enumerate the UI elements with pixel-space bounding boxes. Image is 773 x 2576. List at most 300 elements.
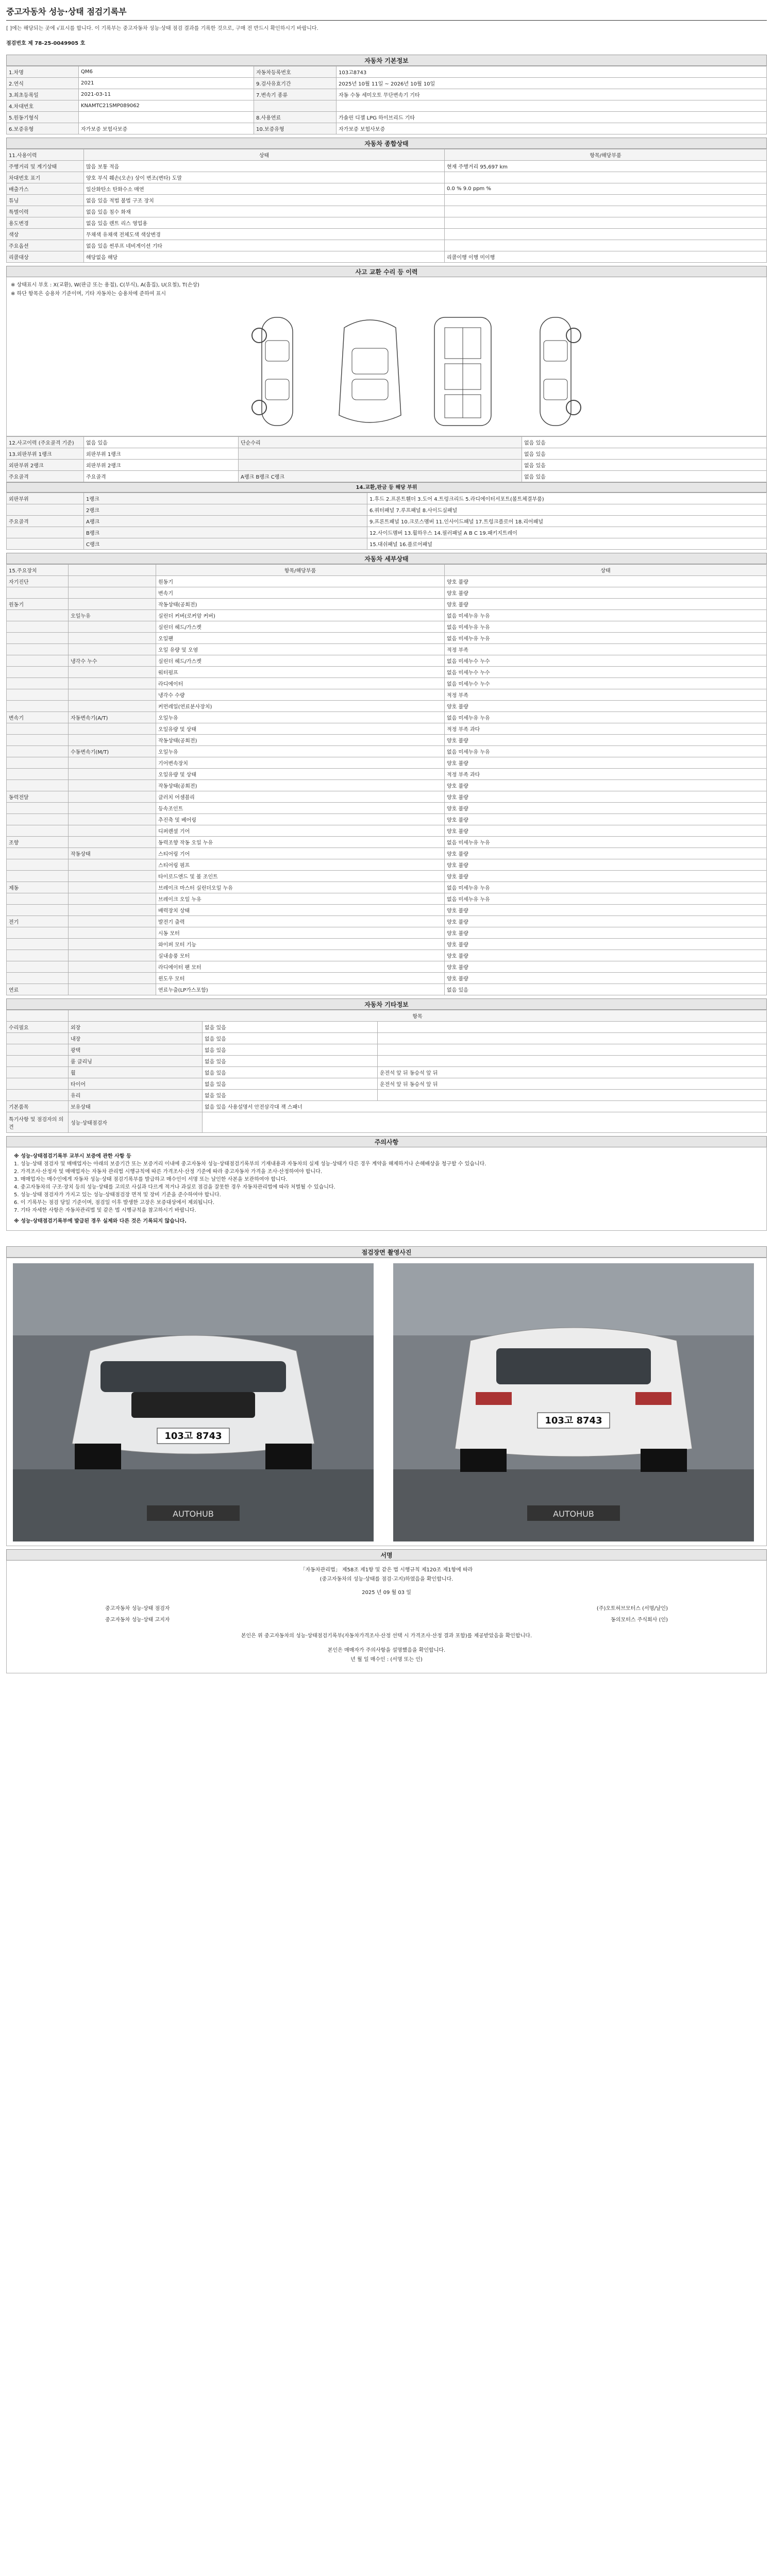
basic-label: 4.차대번호	[7, 100, 79, 112]
detail-item: 오일누유	[156, 746, 445, 757]
detail-sub	[69, 803, 156, 814]
detail-state: 없음 미세누유 누유	[445, 837, 767, 848]
extra-group	[7, 1033, 69, 1044]
status-row	[7, 217, 767, 229]
extra-row	[7, 1022, 767, 1033]
photos-section	[6, 1246, 767, 1546]
detail-group	[7, 927, 69, 939]
detail-state: 적정 부족 과다	[445, 769, 767, 780]
detail-item: 냉각수 수량	[156, 689, 445, 701]
basic-sub-value: 자가보증 보험사보증	[337, 123, 767, 134]
detail-state: 없음 미세누유 누유	[445, 882, 767, 893]
seller-label: 중고자동차 성능·상태 고지자	[105, 1617, 170, 1623]
detail-item: 실린더 커버(로커암 커버)	[156, 610, 445, 621]
detail-heading: 자동차 세부상태	[6, 553, 767, 564]
detail-col-state: 상태	[445, 565, 767, 576]
detail-sub	[69, 950, 156, 961]
parts-row	[7, 527, 767, 538]
signature-table	[103, 1602, 670, 1624]
detail-group	[7, 723, 69, 735]
parts-rank: 1랭크	[84, 493, 367, 504]
detail-item: 실린더 헤드/가스켓	[156, 621, 445, 633]
parts-row	[7, 504, 767, 516]
extra-group	[7, 1056, 69, 1067]
detail-group: 전기	[7, 916, 69, 927]
car-right-side-diagram	[512, 312, 599, 431]
detail-state: 양호 불량	[445, 848, 767, 859]
extra-row	[7, 1067, 767, 1078]
detail-row	[7, 848, 767, 859]
parts-group	[7, 538, 84, 550]
detail-state: 양호 불량	[445, 803, 767, 814]
extra-table	[6, 1010, 767, 1133]
parts-items: 15.대쉬패널 16.플로어패널	[367, 538, 767, 550]
detail-row	[7, 757, 767, 769]
detail-state: 양호 불량	[445, 825, 767, 837]
detail-row	[7, 644, 767, 655]
status-row	[7, 195, 767, 206]
detail-state: 없음 있음	[445, 984, 767, 995]
extra-state: 없음 있음	[203, 1033, 378, 1044]
accident-label: 12.사고이력 (주요골격 기준)	[7, 437, 84, 448]
extra-extra	[378, 1056, 767, 1067]
detail-sub	[69, 893, 156, 905]
detail-row	[7, 667, 767, 678]
detail-row	[7, 723, 767, 735]
basic-value: 2021	[79, 78, 254, 89]
extra-item: 유리	[69, 1090, 203, 1101]
detail-sub	[69, 621, 156, 633]
detail-state: 양호 불량	[445, 599, 767, 610]
detail-group	[7, 678, 69, 689]
detail-item: 오일팬	[156, 633, 445, 644]
status-row	[7, 172, 767, 183]
status-state: 없음 있음 렌트 리스 영업용	[84, 217, 445, 229]
extra-extra: 운전석 앞 뒤 동승석 앞 뒤	[378, 1078, 767, 1090]
detail-item: 워터펌프	[156, 667, 445, 678]
basic-info-section	[6, 55, 767, 134]
detail-row	[7, 893, 767, 905]
detail-item: 원동기	[156, 576, 445, 587]
rear-photo	[393, 1263, 754, 1541]
detail-group	[7, 621, 69, 633]
detail-state: 양호 불량	[445, 587, 767, 599]
detail-row	[7, 927, 767, 939]
parts-rank: A랭크	[84, 516, 367, 527]
basic-sub-value	[337, 100, 767, 112]
detail-group	[7, 689, 69, 701]
document-page	[6, 0, 767, 1673]
extra-state: 없음 있음	[203, 1022, 378, 1033]
extra-row	[7, 1033, 767, 1044]
detail-sub	[69, 667, 156, 678]
detail-group	[7, 610, 69, 621]
detail-row	[7, 973, 767, 984]
parts-row	[7, 493, 767, 504]
detail-item: 디퍼렌셜 기어	[156, 825, 445, 837]
detail-group: 자기진단	[7, 576, 69, 587]
rear-brand: AUTOHUB	[553, 1509, 594, 1519]
extra-group	[7, 1044, 69, 1056]
detail-row	[7, 701, 767, 712]
signature-box	[6, 1561, 767, 1673]
extra-group	[7, 1067, 69, 1078]
status-label: 주행거리 및 계기상태	[7, 161, 84, 172]
extra-item: 타이어	[69, 1078, 203, 1090]
detail-state: 양호 불량	[445, 791, 767, 803]
detail-row	[7, 939, 767, 950]
status-row	[7, 206, 767, 217]
notice-box	[6, 1147, 767, 1231]
detail-row	[7, 735, 767, 746]
extra-group	[7, 1078, 69, 1090]
detail-group	[7, 644, 69, 655]
accident-sub-label: A랭크 B랭크 C랭크	[239, 471, 522, 482]
status-note	[445, 206, 767, 217]
detail-state: 없음 미세누유 누유	[445, 712, 767, 723]
basic-row	[7, 112, 767, 123]
notice-item: 1. 성능·상태 점검자 및 매매업자는 아래의 보증기간 또는 보증거리 이내에 중고자동차 성능·상태점검기록부의 기재내용과 자동차의 실제 성능·상태가 다른 경우 계약을 해제하거나 손해배상을 청구할 수 있습니다.	[14, 1161, 486, 1167]
accident-value: 외판부위 1랭크	[84, 448, 239, 460]
detail-sub	[69, 791, 156, 803]
detail-state: 없음 미세누수 누수	[445, 678, 767, 689]
detail-item: 실내송풍 모터	[156, 950, 445, 961]
extra-extra	[378, 1044, 767, 1056]
detail-state: 양호 불량	[445, 576, 767, 587]
status-note: 리콜이행 이행 미이행	[445, 251, 767, 263]
basic-value: QM6	[79, 66, 254, 78]
detail-item: 윈도우 모터	[156, 973, 445, 984]
detail-group	[7, 780, 69, 791]
parts-items: 9.프론트패널 10.크로스멤버 11.인사이드패널 17.트렁크플로어 18.리어패널	[367, 516, 767, 527]
basic-value	[79, 112, 254, 123]
detail-state: 없음 미세누유 누유	[445, 893, 767, 905]
detail-group: 제동	[7, 882, 69, 893]
detail-group	[7, 814, 69, 825]
accident-diagram-box	[6, 277, 767, 436]
detail-row	[7, 950, 767, 961]
opinion-sub: 성능·상태점검자	[69, 1112, 203, 1133]
status-note	[445, 217, 767, 229]
detail-item: 브레이크 마스터 실린더오일 누유	[156, 882, 445, 893]
extra-row	[7, 1078, 767, 1090]
detail-item: 작동상태(공회전)	[156, 599, 445, 610]
signature-heading: 서명	[6, 1549, 767, 1561]
status-row	[7, 240, 767, 251]
detail-item: 동력조향 작동 오일 누유	[156, 837, 445, 848]
parts-items: 12.사이드멤버 13.휠하우스 14.필러패널 A B C 19.패키지트레이	[367, 527, 767, 538]
parts-group: 주요골격	[7, 516, 84, 527]
status-state: 없음 있음 침수 화재	[84, 206, 445, 217]
accident-heading: 사고 교환 수리 등 이력	[6, 266, 767, 277]
detail-item: 배력장치 상태	[156, 905, 445, 916]
detail-sub	[69, 587, 156, 599]
status-state: 해당없음 해당	[84, 251, 445, 263]
detail-sub: 작동상태	[69, 848, 156, 859]
detail-row	[7, 746, 767, 757]
basic-sub-label: 10.보증유형	[254, 123, 337, 134]
basic-sub-value: 103고8743	[337, 66, 767, 78]
basic-sub-value: 2025년 10월 11일 ~ 2026년 10월 10일	[337, 78, 767, 89]
detail-item: 작동상태(공회전)	[156, 735, 445, 746]
notice-item: 2. 가격조사·산정자 및 매매업자는 자동차 관리법 시행규칙에 따른 가격조사·산정 기준에 따라 중고자동차 가격을 조사·산정하여야 합니다.	[14, 1169, 323, 1175]
parts-row	[7, 516, 767, 527]
accident-row	[7, 437, 767, 448]
status-state: 없음 있음 썬루프 네비게이션 기타	[84, 240, 445, 251]
detail-row	[7, 803, 767, 814]
accident-sub-value: 없음 있음	[522, 448, 767, 460]
basic-row	[7, 123, 767, 134]
detail-item: 시동 모터	[156, 927, 445, 939]
detail-col-main: 15.주요장치	[7, 565, 69, 576]
detail-item: 스티어링 펌프	[156, 859, 445, 871]
detail-state: 양호 불량	[445, 905, 767, 916]
status-row	[7, 161, 767, 172]
detail-state: 없음 미세누유 누유	[445, 746, 767, 757]
basic-value: KNAMTC21SMP089062	[79, 100, 254, 112]
detail-group	[7, 587, 69, 599]
notice-item: 5. 성능·상태 점검자가 가지고 있는 성능·상태점검장 면적 및 장비 기준을 준수하여야 합니다.	[14, 1192, 221, 1198]
detail-sub	[69, 882, 156, 893]
basic-sub-label: 7.변속기 종류	[254, 89, 337, 100]
parts-rank: 2랭크	[84, 504, 367, 516]
detail-item: 오일누유	[156, 712, 445, 723]
status-note: 0.0 % 9.0 ppm %	[445, 183, 767, 195]
basic-value: 2021-03-11	[79, 89, 254, 100]
extra-state: 없음 있음	[203, 1090, 378, 1101]
buyer-line: 본인은 매매자가 주의사항을 설명했음을 확인합니다.	[327, 1648, 446, 1653]
status-col-state: 상태	[84, 149, 445, 161]
detail-group	[7, 633, 69, 644]
accident-label: 주요골격	[7, 471, 84, 482]
buyer-sign: 년 월 일 매수인 : (서명 또는 인)	[350, 1657, 423, 1663]
basic-info-heading: 자동차 기본정보	[6, 55, 767, 66]
detail-state: 양호 불량	[445, 939, 767, 950]
detail-item: 와이퍼 모터 기능	[156, 939, 445, 950]
detail-group	[7, 655, 69, 667]
status-label: 용도변경	[7, 217, 84, 229]
detail-sub	[69, 678, 156, 689]
basic-row	[7, 100, 767, 112]
front-plate: 103고 8743	[164, 1431, 222, 1442]
parts-items: 1.후드 2.프론트휀더 3.도어 4.트렁크리드 5.라디에이터서포트(볼트체결부품)	[367, 493, 767, 504]
notice-title: ※ 성능·상태점검기록부 교부시 보증에 관한 사항 등	[14, 1154, 131, 1159]
inspector-label: 중고자동차 성능·상태 점검자	[105, 1605, 170, 1612]
detail-row	[7, 621, 767, 633]
detail-group	[7, 905, 69, 916]
extra-item: 광택	[69, 1044, 203, 1056]
accident-label: 13.외판부위 1랭크	[7, 448, 84, 460]
status-label: 색상	[7, 229, 84, 240]
detail-table	[6, 564, 767, 995]
extra-group: 수리필요	[7, 1022, 69, 1033]
accident-value: 없음 있음	[84, 437, 239, 448]
detail-group: 변속기	[7, 712, 69, 723]
accident-label: 외판부위 2랭크	[7, 460, 84, 471]
basic-sub-label: 자동차등록번호	[254, 66, 337, 78]
detail-state: 적정 부족 과다	[445, 723, 767, 735]
status-row	[7, 183, 767, 195]
detail-state: 양호 불량	[445, 871, 767, 882]
detail-sub: 오일누유	[69, 610, 156, 621]
detail-group: 조향	[7, 837, 69, 848]
detail-sub	[69, 961, 156, 973]
detail-item: 기어변속장치	[156, 757, 445, 769]
detail-state: 양호 불량	[445, 814, 767, 825]
detail-group: 원동기	[7, 599, 69, 610]
extra-row	[7, 1090, 767, 1101]
detail-row	[7, 859, 767, 871]
basic-info-table	[6, 66, 767, 134]
basic-sub-value: 가솔린 디젤 LPG 하이브리드 기타	[337, 112, 767, 123]
detail-item: 추진축 및 베어링	[156, 814, 445, 825]
detail-state: 없음 미세누수 누수	[445, 655, 767, 667]
parts-group	[7, 527, 84, 538]
document-intro: [ ]에는 해당되는 곳에 √표시를 합니다. 이 기록부는 중고자동차 성능·상태 점검 결과를 기록한 것으로, 구매 전 반드시 확인하시기 바랍니다.	[6, 26, 318, 31]
detail-state: 양호 불량	[445, 859, 767, 871]
detail-state: 없음 미세누유 누유	[445, 621, 767, 633]
status-col-note: 항목/해당부품	[445, 149, 767, 161]
detail-state: 양호 불량	[445, 780, 767, 791]
basic-label: 3.최초등록일	[7, 89, 79, 100]
extra-extra	[378, 1022, 767, 1033]
accident-row	[7, 460, 767, 471]
car-top-diagram	[326, 312, 414, 431]
status-note	[445, 172, 767, 183]
accident-legend: ※ 상태표시 부호 : X(교환), W(판금 또는 용접), C(부식), A(흠집), U(요철), T(손상)	[11, 282, 199, 288]
basic-value: 자가보증 보험사보증	[79, 123, 254, 134]
basic-row	[7, 66, 767, 78]
detail-row	[7, 791, 767, 803]
detail-item: 오일유량 및 상태	[156, 769, 445, 780]
detail-sub	[69, 780, 156, 791]
status-label: 특별이력	[7, 206, 84, 217]
basic-sub-label: 8.사용연료	[254, 112, 337, 123]
detail-row	[7, 689, 767, 701]
detail-state: 양호 불량	[445, 735, 767, 746]
extra-extra: 운전석 앞 뒤 동승석 앞 뒤	[378, 1067, 767, 1078]
front-photo	[13, 1263, 374, 1541]
detail-sub: 냉각수 누수	[69, 655, 156, 667]
parts-heading: 14.교환,판금 등 해당 부위	[6, 482, 767, 493]
detail-sub	[69, 814, 156, 825]
detail-item: 등속조인트	[156, 803, 445, 814]
detail-row	[7, 576, 767, 587]
detail-item: 오일 유량 및 오염	[156, 644, 445, 655]
basic-label: 6.보증유형	[7, 123, 79, 134]
detail-sub	[69, 916, 156, 927]
extra-state: 없음 있음	[203, 1067, 378, 1078]
accident-sub-value: 없음 있음	[522, 460, 767, 471]
detail-row	[7, 825, 767, 837]
detail-state: 적정 부족	[445, 689, 767, 701]
extra-state: 없음 있음	[203, 1056, 378, 1067]
detail-sub	[69, 859, 156, 871]
detail-item: 작동상태(공회전)	[156, 780, 445, 791]
extra-item: 룸 클리닝	[69, 1056, 203, 1067]
detail-group	[7, 701, 69, 712]
detail-row	[7, 712, 767, 723]
basic-row	[7, 78, 767, 89]
rear-plate: 103고 8743	[545, 1415, 602, 1426]
detail-group	[7, 769, 69, 780]
detail-sub	[69, 723, 156, 735]
detail-group	[7, 893, 69, 905]
status-state: 많음 보통 적음	[84, 161, 445, 172]
detail-sub	[69, 973, 156, 984]
status-heading: 자동차 종합상태	[6, 138, 767, 149]
detail-group	[7, 973, 69, 984]
detail-state: 양호 불량	[445, 916, 767, 927]
detail-state: 양호 불량	[445, 950, 767, 961]
detail-row	[7, 655, 767, 667]
status-label: 배출가스	[7, 183, 84, 195]
detail-row	[7, 905, 767, 916]
status-state: 일산화탄소 탄화수소 매연	[84, 183, 445, 195]
signature-section	[6, 1549, 767, 1673]
detail-sub	[69, 689, 156, 701]
parts-row	[7, 538, 767, 550]
detail-row	[7, 916, 767, 927]
parts-items: 6.쿼터패널 7.루프패널 8.사이드실패널	[367, 504, 767, 516]
detail-item: 오일유량 및 상태	[156, 723, 445, 735]
detail-sub: 자동변속기(A/T)	[69, 712, 156, 723]
basic-items-value: 없음 있음 사용설명서 안전삼각대 잭 스패너	[203, 1101, 767, 1112]
detail-sub	[69, 905, 156, 916]
basic-items-label: 기본품목	[7, 1101, 69, 1112]
signature-date: 2025 년 09 월 03 일	[362, 1590, 411, 1596]
detail-sub	[69, 644, 156, 655]
detail-state: 양호 불량	[445, 701, 767, 712]
extra-section	[6, 998, 767, 1133]
detail-state: 적정 부족	[445, 644, 767, 655]
detail-item: 타이로드엔드 및 볼 조인트	[156, 871, 445, 882]
photos-heading: 점검장면 촬영사진	[6, 1246, 767, 1258]
status-label: 리콜대상	[7, 251, 84, 263]
status-note	[445, 240, 767, 251]
extra-group	[7, 1090, 69, 1101]
detail-row	[7, 984, 767, 995]
accident-legend-note: ※ 하단 항목은 승용차 기준이며, 기타 자동차는 승용차에 준하여 표시	[11, 291, 166, 297]
status-note: 현재 주행거리 95,697 km	[445, 161, 767, 172]
detail-sub	[69, 769, 156, 780]
detail-sub	[69, 757, 156, 769]
detail-state: 없음 미세누수 누수	[445, 667, 767, 678]
detail-row	[7, 961, 767, 973]
status-label: 튜닝	[7, 195, 84, 206]
detail-group	[7, 871, 69, 882]
receipt-text: 본인은 위 중고자동차의 성능·상태점검기록부(자동차가격조사·산정 선택 시 가격조사·산정 결과 포함)를 제공받았음을 확인합니다.	[241, 1633, 532, 1639]
detail-item: 실린더 헤드/가스켓	[156, 655, 445, 667]
detail-sub	[69, 735, 156, 746]
detail-row	[7, 678, 767, 689]
detail-sub	[69, 576, 156, 587]
notice-footer: ※ 성능·상태점검기록부에 발급된 경우 실제와 다른 것은 기록되지 않습니다.	[14, 1218, 187, 1224]
status-table	[6, 149, 767, 263]
detail-state: 양호 불량	[445, 757, 767, 769]
detail-item: 클러치 어셈블리	[156, 791, 445, 803]
extra-state: 없음 있음	[203, 1078, 378, 1090]
basic-label: 5.원동기형식	[7, 112, 79, 123]
notice-item: 7. 기타 자세한 사항은 자동차관리법 및 같은 법 시행규칙을 참고하시기 바랍니다.	[14, 1208, 196, 1213]
detail-group	[7, 859, 69, 871]
detail-sub: 수동변속기(M/T)	[69, 746, 156, 757]
detail-item: 커먼레일(연료분사장치)	[156, 701, 445, 712]
detail-item: 라디에이터	[156, 678, 445, 689]
detail-group	[7, 746, 69, 757]
detail-sub	[69, 825, 156, 837]
status-row	[7, 251, 767, 263]
